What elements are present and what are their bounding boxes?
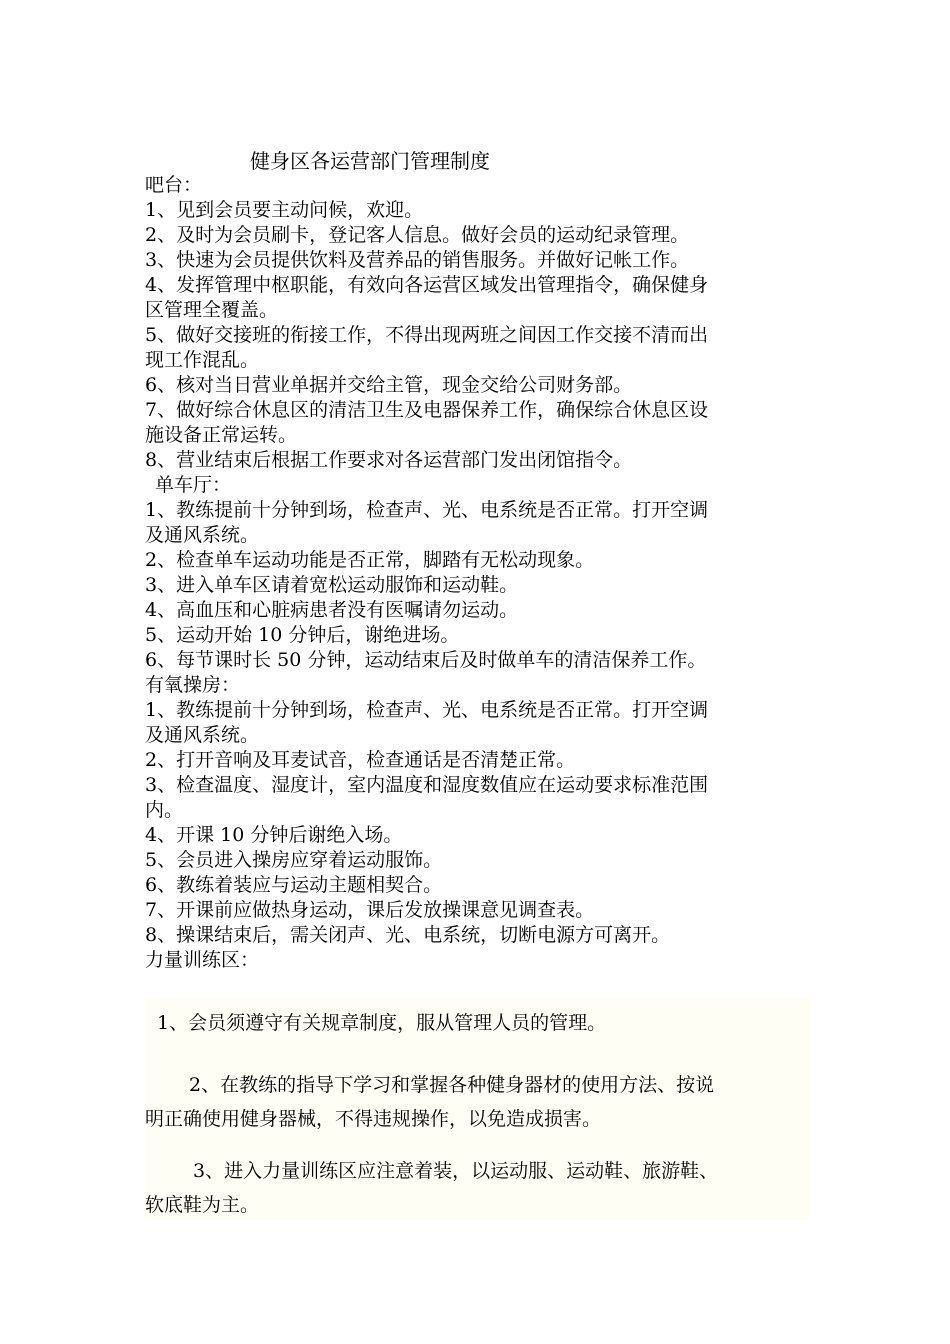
strength-rule-paragraph [145, 1006, 825, 1040]
bar-rule-line: 1、见到会员要主动问候，欢迎。 [145, 199, 424, 221]
section-heading-aerobics: 有氧操房： [145, 674, 241, 696]
section-heading-cycling: 单车厅： [155, 474, 232, 496]
aerobics-rule-line: 内。 [145, 799, 184, 821]
strength-rule-paragraph [145, 1068, 825, 1136]
strength-rule-line: 2、在教练的指导下学习和掌握各种健身器材的使用方法、按说 [189, 1074, 715, 1096]
strength-rule-line: 明正确使用健身器械，不得违规操作，以免造成损害。 [145, 1108, 602, 1130]
bar-rule-line: 7、做好综合休息区的清洁卫生及电器保养工作，确保综合休息区设 [145, 399, 709, 421]
bar-rule-line: 施设备正常运转。 [145, 424, 298, 446]
bar-rule-line: 8、营业结束后根据工作要求对各运营部门发出闭馆指令。 [145, 449, 633, 471]
strength-rule-paragraph [145, 1154, 825, 1222]
bar-rule-line: 2、及时为会员刷卡，登记客人信息。做好会员的运动纪录管理。 [145, 224, 690, 246]
strength-rule-line: 1、会员须遵守有关规章制度，服从管理人员的管理。 [157, 1012, 607, 1034]
bar-rule-line: 4、发挥管理中枢职能，有效向各运营区域发出管理指令，确保健身 [145, 274, 709, 296]
aerobics-rule-line: 5、会员进入操房应穿着运动服饰。 [145, 849, 443, 871]
cycling-rule-line: 6、每节课时长 50 分钟，运动结束后及时做单车的清洁保养工作。 [145, 649, 707, 671]
aerobics-rule-line: 6、教练着装应与运动主题相契合。 [145, 874, 443, 896]
bar-rule-line: 5、做好交接班的衔接工作，不得出现两班之间因工作交接不清而出 [145, 324, 709, 346]
document-body [145, 173, 815, 973]
section-heading-strength: 力量训练区： [145, 949, 260, 971]
bar-rule-line: 现工作混乱。 [145, 349, 260, 371]
cycling-rule-line: 5、运动开始 10 分钟后，谢绝进场。 [145, 624, 460, 646]
bar-rule-line: 3、快速为会员提供饮料及营养品的销售服务。并做好记帐工作。 [145, 249, 690, 271]
strength-rule-line: 软底鞋为主。 [145, 1194, 260, 1216]
strength-rule-line: 3、进入力量训练区应注意着装，以运动服、运动鞋、旅游鞋、 [193, 1160, 719, 1182]
cycling-rule-line: 3、进入单车区请着宽松运动服饰和运动鞋。 [145, 574, 519, 596]
aerobics-rule-line: 4、开课 10 分钟后谢绝入场。 [145, 824, 403, 846]
aerobics-rule-line: 7、开课前应做热身运动，课后发放操课意见调查表。 [145, 899, 595, 921]
document-title: 健身区各运营部门管理制度 [250, 149, 490, 173]
aerobics-rule-line: 3、检查温度、湿度计，室内温度和湿度数值应在运动要求标准范围 [145, 774, 709, 796]
cycling-rule-line: 1、教练提前十分钟到场，检查声、光、电系统是否正常。打开空调 [145, 499, 709, 521]
aerobics-rule-line: 及通风系统。 [145, 724, 260, 746]
bar-rule-line: 区管理全覆盖。 [145, 299, 279, 321]
cycling-rule-line: 2、检查单车运动功能是否正常，脚踏有无松动现象。 [145, 549, 595, 571]
aerobics-rule-line: 8、操课结束后，需关闭声、光、电系统，切断电源方可离开。 [145, 924, 671, 946]
cycling-rule-line: 4、高血压和心脏病患者没有医嘱请勿运动。 [145, 599, 519, 621]
section-heading-bar: 吧台： [145, 174, 203, 196]
aerobics-rule-line: 2、打开音响及耳麦试音，检查通话是否清楚正常。 [145, 749, 576, 771]
bar-rule-line: 6、核对当日营业单据并交给主管，现金交给公司财务部。 [145, 374, 633, 396]
aerobics-rule-line: 1、教练提前十分钟到场，检查声、光、电系统是否正常。打开空调 [145, 699, 709, 721]
cycling-rule-line: 及通风系统。 [145, 524, 260, 546]
